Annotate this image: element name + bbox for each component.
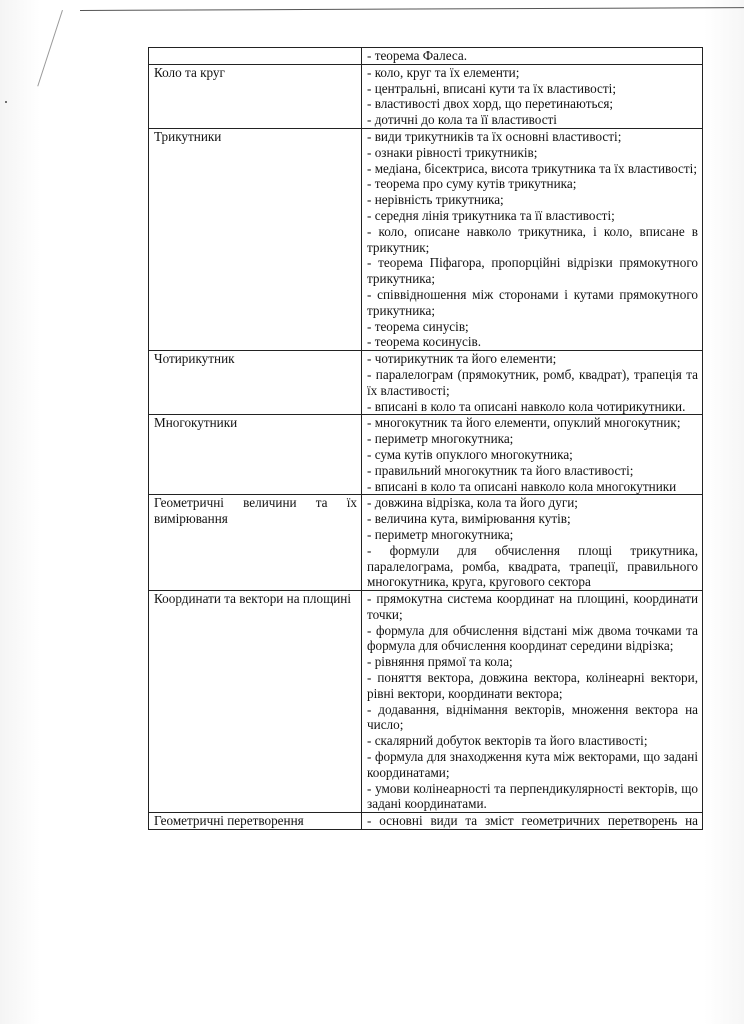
table-row xyxy=(149,351,703,415)
content-line: - периметр многокутника; xyxy=(367,526,514,542)
content-line: - прямокутна система координат на площині, координати точки; xyxy=(367,591,698,622)
content-line: - рівняння прямої та кола; xyxy=(367,654,513,670)
content-line: - правильний многокутник та його властивості; xyxy=(367,462,634,478)
content-line: - периметр многокутника; xyxy=(367,431,514,447)
content-line: - формула для обчислення відстані між двома точками та формула для обчислення координат середини відрізка; xyxy=(367,622,698,654)
content-cell xyxy=(362,128,703,350)
content-line: - скалярний добуток векторів та його властивості; xyxy=(367,733,648,749)
content-cell xyxy=(362,415,703,495)
content-cell xyxy=(362,495,703,591)
content-line: - многокутник та його елементи, опуклий многокутник; xyxy=(367,415,681,431)
content-line: - формула для знаходження кута між векторами, що задані координатами; xyxy=(367,749,698,780)
table-row xyxy=(149,415,703,495)
content-cell xyxy=(362,48,703,65)
content-line: - чотирикутник та його елементи; xyxy=(367,351,557,367)
content-line: - теорема Піфагора, пропорційні відрізки прямокутного трикутника; xyxy=(367,255,698,287)
table-row xyxy=(149,495,703,591)
table-row xyxy=(149,64,703,128)
content-line: - поняття вектора, довжина вектора, колінеарні вектори, рівні вектори, координати вектора; xyxy=(367,670,698,701)
content-line: - ознаки рівності трикутників; xyxy=(367,144,538,160)
content-line: - дотичні до кола та її властивості xyxy=(367,112,557,128)
content-line: - величина кута, вимірювання кутів; xyxy=(367,511,571,527)
topic-cell: Координати та вектори на площині xyxy=(149,591,362,813)
content-cell xyxy=(362,351,703,415)
content-line: - властивості двох хорд, що перетинаються; xyxy=(367,96,614,112)
content-line: - вписані в коло та описані навколо кола чотирикутники. xyxy=(367,398,686,414)
topic-cell: Коло та круг xyxy=(149,64,362,128)
content-cell xyxy=(362,813,703,830)
content-line: - формули для обчислення площі трикутника, паралелограма, ромба, квадрата, трапеції, правильного многокутника, круга, кругового сектора xyxy=(367,542,698,590)
content-line: - додавання, віднімання векторів, множення вектора на число; xyxy=(367,701,698,733)
table-row xyxy=(149,813,703,830)
content-line: - теорема косинусів. xyxy=(367,334,482,350)
table-row xyxy=(149,48,703,65)
content-line: - коло, описане навколо трикутника, і коло, вписане в трикутник; xyxy=(367,223,698,255)
content-line: - середня лінія трикутника та її властивості; xyxy=(367,207,615,223)
content-line: - коло, круг та їх елементи; xyxy=(367,64,520,80)
table-row xyxy=(149,591,703,813)
topic-cell: Трикутники xyxy=(149,128,362,350)
content-cell xyxy=(362,591,703,813)
content-line: - паралелограм (прямокутник, ромб, квадрат), трапеція та їх властивості; xyxy=(367,366,698,398)
topic-cell: Чотирикутник xyxy=(149,351,362,415)
content-line: - довжина відрізка, кола та його дуги; xyxy=(367,495,578,511)
content-line: - основні види та зміст геометричних перетворень на xyxy=(367,813,698,829)
content-line: - теорема Фалеса. xyxy=(367,48,468,63)
topic-cell: Геометричні величини та їх вимірювання xyxy=(149,495,362,591)
content-line: - теорема про суму кутів трикутника; xyxy=(367,176,577,192)
content-line: - вписані в коло та описані навколо кола многокутники xyxy=(367,478,677,494)
table-row xyxy=(149,128,703,350)
curriculum-table xyxy=(148,47,703,830)
content-line: - сума кутів опуклого многокутника; xyxy=(367,446,573,462)
topic-cell: Многокутники xyxy=(149,415,362,495)
content-cell xyxy=(362,64,703,128)
content-line: - медіана, бісектриса, висота трикутника та їх властивості; xyxy=(367,160,698,176)
topic-cell: Геометричні перетворення xyxy=(149,813,362,830)
topic-cell xyxy=(149,48,362,65)
content-line: - співвідношення між сторонами і кутами прямокутного трикутника; xyxy=(367,286,698,318)
content-line: - центральні, вписані кути та їх властивості; xyxy=(367,80,617,96)
content-line: - умови колінеарності та перпендикулярності векторів, що задані координатами. xyxy=(367,780,698,812)
content-line: - нерівність трикутника; xyxy=(367,192,504,208)
content-line: - теорема синусів; xyxy=(367,318,469,334)
scan-speck xyxy=(5,101,7,103)
content-line: - види трикутників та їх основні властивості; xyxy=(367,128,622,144)
